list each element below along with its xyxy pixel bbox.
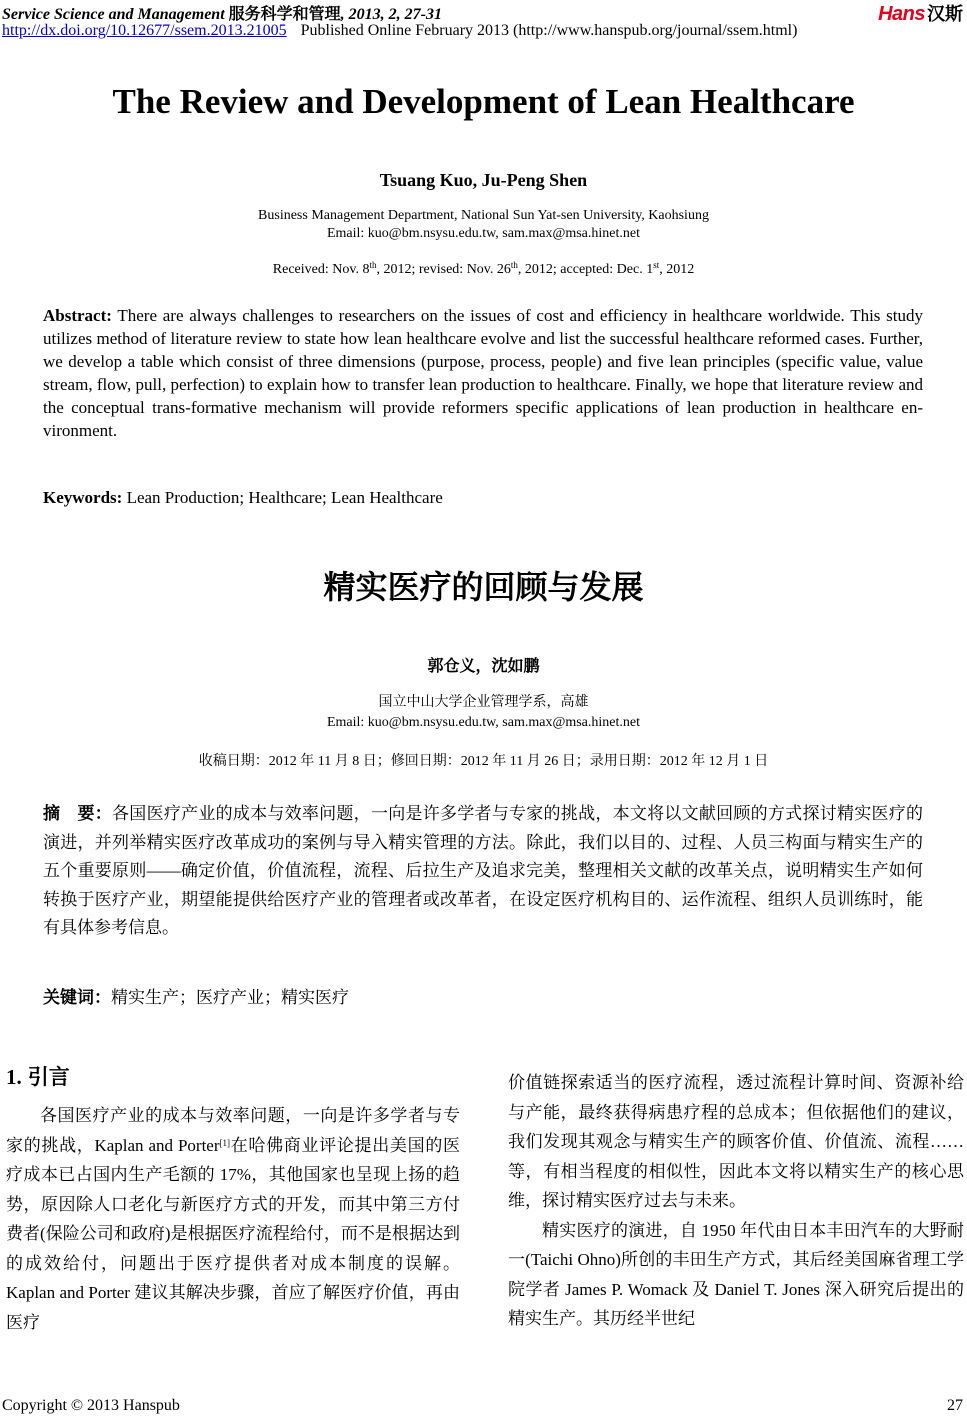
- publication-line: [2, 22, 797, 40]
- journal-name-cn: 服务科学和管理: [228, 6, 341, 23]
- authors-en: Tsuang Kuo, Ju-Peng Shen: [379, 170, 588, 190]
- logo-cn: 汉斯: [927, 4, 963, 24]
- journal-name: Service Science and Management: [2, 6, 225, 23]
- section-number: 1.: [6, 1065, 22, 1089]
- paper-title-cn: 精实医疗的回顾与发展: [323, 568, 644, 606]
- affiliation-en: [0, 207, 967, 243]
- revised-date: , 2012; revised: Nov. 26: [376, 262, 511, 277]
- paragraph-text: 各国医疗产业的成本与效率问题，一向是许多学者与专家的挑战，Kaplan and Porter: [6, 1106, 460, 1155]
- affiliation-cn-text: 国立中山大学企业管理学系，高雄: [378, 695, 589, 710]
- dates-cn: 收稿日期：2012 年 11 月 8 日；修回日期：2012 年 11 月 26 日；录用日期：2012 年 12 月 1 日: [198, 754, 769, 769]
- keywords-en-text: Lean Production; Healthcare; Lean Healthcare: [126, 488, 443, 507]
- abstract-en-text: There are always challenges to researchers on the issues of cost and efficiency in healthcare worldwide. This study utilizes method of literature review to state how lean healthcare evolve and list the successful healthcare reformed cases. Further, we develop a table which consist of three dimensions (purpose, process, people) and five lean principles (specific value, value stream, flow, pull, perfection) to explain how to transfer lean production to healthcare. Finally, we hope that literature review and the conceptual trans-formative mechanism will provide reformers specific applications of lean production in healthcare en-vironment.: [43, 306, 924, 440]
- section-title: 引言: [27, 1065, 70, 1089]
- section-heading: [6, 1061, 70, 1091]
- body-column-right: [508, 1068, 964, 1334]
- doi-link[interactable]: http://dx.doi.org/10.12677/ssem.2013.21005: [2, 22, 287, 39]
- accepted-date: , 2012; accepted: Dec. 1: [517, 262, 654, 277]
- paragraph: [6, 1101, 460, 1337]
- citation-ref[interactable]: [1]: [219, 1137, 231, 1148]
- journal-header: [2, 1, 442, 24]
- affiliation-en-text: Business Management Department, National Sun Yat-sen University, Kaohsiung: [258, 208, 709, 223]
- accepted-year: , 2012: [659, 262, 695, 277]
- abstract-cn: [43, 800, 923, 943]
- logo-latin: Hans: [878, 3, 925, 25]
- abstract-en: [43, 304, 923, 442]
- keywords-en-label: Keywords:: [43, 488, 123, 507]
- abstract-cn-text: 各国医疗产业的成本与效率问题，一向是许多学者与专家的挑战，本文将以文献回顾的方式探讨精实医疗的演进，并列举精实医疗改革成功的案例与导入精实管理的方法。除此，我们以目的、过程、人员三构面与精实生产的五个重要原则——确定价值，价值流程，流程、后拉生产及追求完美，整理相关文献的改革关点，说明精实生产如何转换于医疗产业，期望能提供给医疗产业的管理者或改革者，在设定医疗机构目的、运作流程、组织人员训练时，能有具体参考信息。: [43, 804, 924, 937]
- dates-en: [0, 262, 967, 278]
- abstract-en-label: Abstract:: [43, 306, 112, 325]
- abstract-cn-label: 摘 要：: [43, 804, 113, 824]
- copyright: Copyright © 2013 Hanspub: [2, 1397, 180, 1414]
- email-en: Email: kuo@bm.nsysu.edu.tw, sam.max@msa.hinet.net: [326, 226, 640, 241]
- page-number: 27: [947, 1397, 963, 1414]
- keywords-cn-label: 关键词：: [43, 988, 111, 1008]
- keywords-cn: [43, 983, 349, 1008]
- paragraph: 精实医疗的演进，自 1950 年代由日本丰田汽车的大野耐一(Taichi Ohno)所创的丰田生产方式，其后经美国麻省理工学院学者 James P. Womack 及 Daniel T. Jones 深入研究后提出的精实生产。其历经半世纪: [508, 1220, 964, 1328]
- accepted-sup: st: [653, 260, 660, 270]
- received-date: Received: Nov. 8: [272, 262, 370, 277]
- journal-citation: , 2013, 2, 27-31: [340, 6, 442, 23]
- revised-sup: th: [510, 260, 518, 270]
- body-column-left: [6, 1101, 460, 1337]
- published-online: Published Online February 2013 (http://www.hanspub.org/journal/ssem.html): [300, 22, 798, 39]
- authors-cn: 郭仓义，沈如鹏: [427, 658, 540, 675]
- paragraph-text: 在哈佛商业评论提出美国的医疗成本已占国内生产毛额的 17%，其他国家也呈现上扬的趋势，原因除人口老化与新医疗方式的开发，而其中第三方付费者(保险公司和政府)是根据医疗流程给付，而不是根据达到的成效给付，问题出于医疗提供者对成本制度的误解。Kaplan and Porter 建议其解决步骤，首应了解医疗价值，再由医疗: [6, 1135, 461, 1332]
- paper-title-en: The Review and Development of Lean Healthcare: [112, 82, 855, 121]
- affiliation-cn: [0, 693, 967, 733]
- keywords-en: [43, 488, 443, 508]
- keywords-cn-text: 精实生产；医疗产业；精实医疗: [111, 988, 349, 1007]
- email-cn: Email: kuo@bm.nsysu.edu.tw, sam.max@msa.hinet.net: [326, 715, 640, 730]
- hanspub-logo: [878, 0, 963, 26]
- received-sup: th: [369, 260, 377, 270]
- paragraph: 价值链探索适当的医疗流程，透过流程计算时间、资源补给与产能，最终获得病患疗程的总成本；但依据他们的建议，我们发现其观念与精实生产的顾客价值、价值流、流程……等，有相当程度的相似性，因此本文将以精实生产的核心思维，探讨精实医疗过去与未来。: [508, 1073, 964, 1210]
